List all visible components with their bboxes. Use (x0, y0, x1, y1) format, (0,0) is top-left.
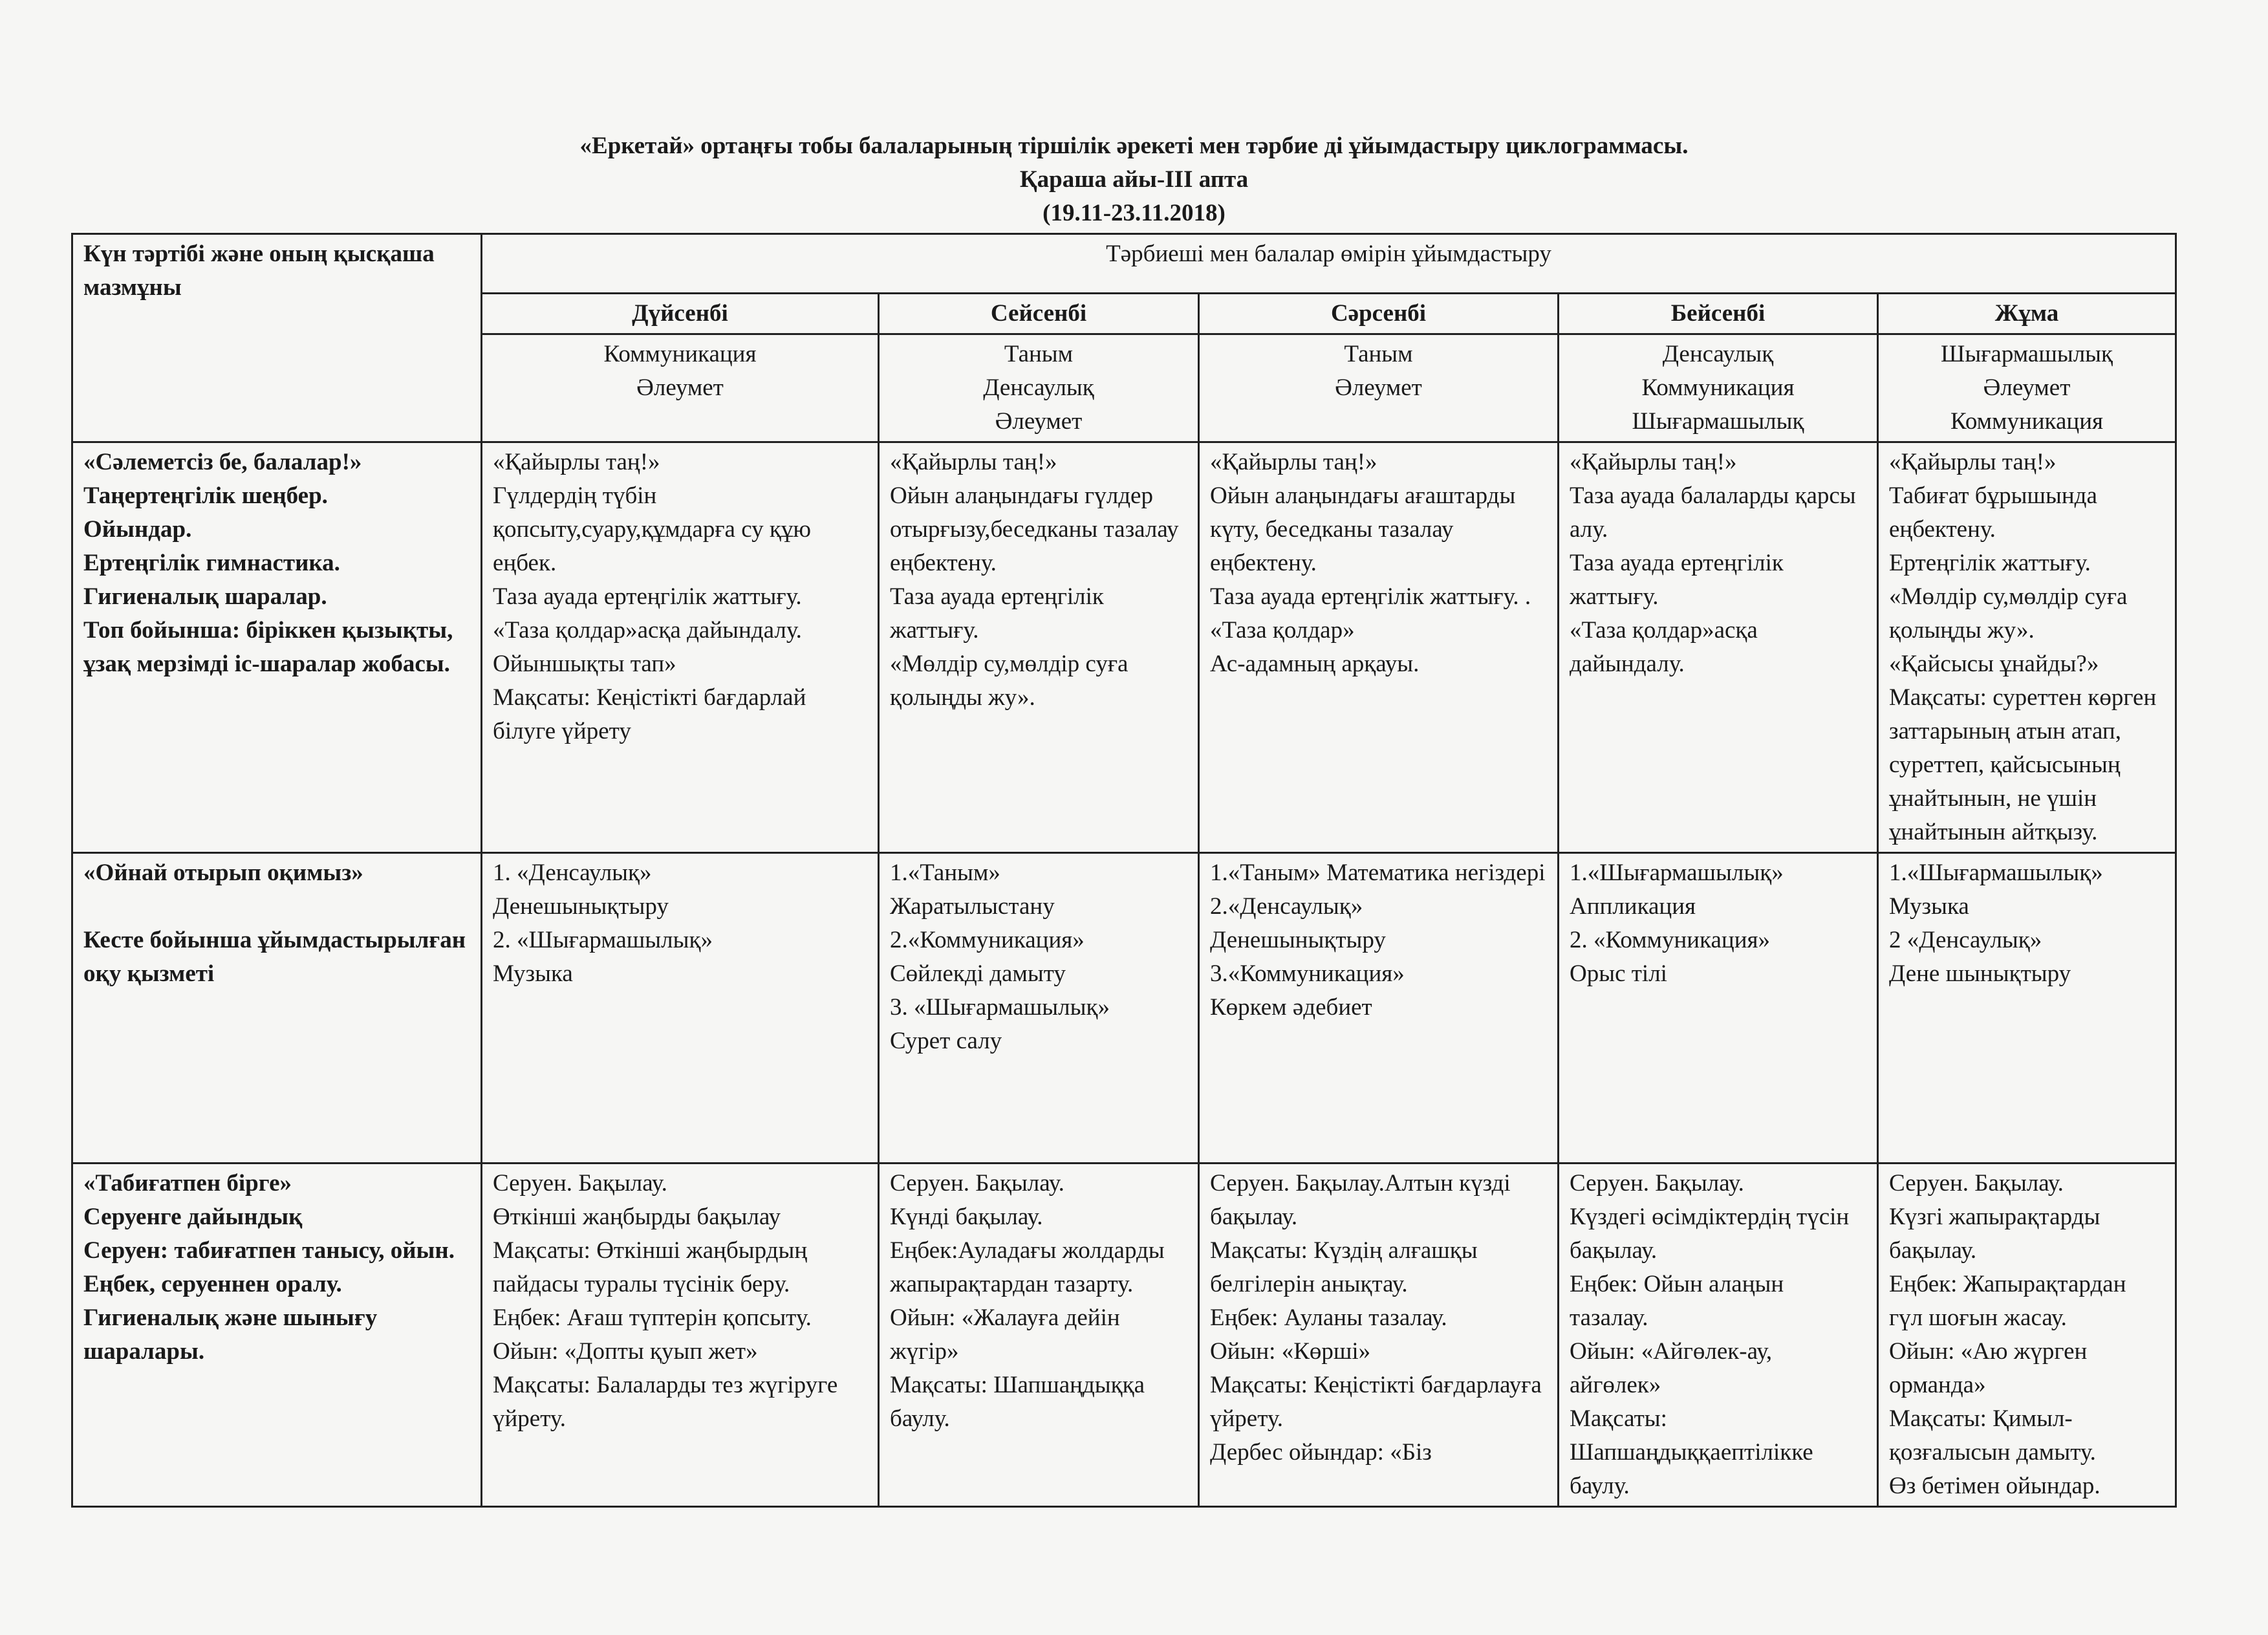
cell-walk-monday: Серуен. Бақылау. Өткінші жаңбырды бақылау Мақсаты: Өткінші жаңбырдың пайдасы туралы түсінік беру. Еңбек: Ағаш түптерін қопсыту. Ойын: «Допты қуып жет» Мақсаты: Балаларды тез жүгіруге үйрету. (482, 1164, 879, 1507)
cell-lessons-thursday: 1.«Шығармашылық» Аппликация 2. «Коммуникация» Орыс тілі (1559, 853, 1878, 1164)
cell-lessons-monday: 1. «Денсаулық» Денешынықтыру 2. «Шығармашылық» Музыка (482, 853, 879, 1164)
span-label: Тәрбиеші мен балалар өмірін ұйымдастыру (482, 234, 2176, 294)
day-wednesday: Сәрсенбі (1199, 294, 1559, 334)
cell-lessons-tuesday: 1.«Таным» Жаратылыстану 2.«Коммуникация» Сөйлекді дамыту 3. «Шығармашылық» Сурет салу (879, 853, 1199, 1164)
table-row (72, 442, 2176, 853)
areas-thursday: Денсаулық Коммуникация Шығармашылық (1559, 334, 1878, 442)
cell-morning-thursday: «Қайырлы таң!» Таза ауада балаларды қарсы алу. Таза ауада ертеңгілік жаттығу. «Таза қолдар»асқа дайындалу. (1559, 442, 1878, 853)
cell-morning-friday: «Қайырлы таң!» Табиғат бұрышында еңбектену. Ертеңгілік жаттығу. «Мөлдір су,мөлдір суға қолыңды жу». «Қайсысы ұнайды?» Мақсаты: суреттен көрген заттарының атын атап, суреттеп, қайсысының ұнайтынын, не үшін ұнайтынын айтқызу. (1878, 442, 2176, 853)
document-dates: (19.11-23.11.2018) (1042, 200, 1226, 226)
document-subtitle: Қараша айы-ІІІ апта (1019, 166, 1249, 193)
cell-morning-monday: «Қайырлы таң!» Гүлдердің түбін қопсыту,суару,құмдарға су құю еңбек. Таза ауада ертеңгілік жаттығу. «Таза қолдар»асқа дайындалу. Ойыншықты тап» Мақсаты: Кеңістікті бағдарлай білуге үйрету (482, 442, 879, 853)
table-header-row (72, 234, 2176, 294)
areas-tuesday: Таным Денсаулық Әлеумет (879, 334, 1199, 442)
cyclogram-table (71, 233, 2177, 1508)
row-label-morning: «Сәлеметсіз бе, балалар!» Таңертеңгілік шеңбер. Ойындар. Ертеңгілік гимнастика. Гигиеналық шаралар. Топ бойынша: біріккен қызықты, ұзақ мерзімді іс-шаралар жобасы. (72, 442, 482, 853)
day-monday: Дүйсенбі (482, 294, 879, 334)
cell-walk-thursday: Серуен. Бақылау. Күздегі өсімдіктердің түсін бақылау. Еңбек: Ойын алаңын тазалау. Ойын: «Айгөлек-ау, айгөлек» Мақсаты: Шапшаңдыққаептілікке баулу. (1559, 1164, 1878, 1507)
table-row (72, 1164, 2176, 1507)
areas-monday: Коммуникация Әлеумет (482, 334, 879, 442)
table-row (72, 853, 2176, 1164)
cell-walk-tuesday: Серуен. Бақылау. Күнді бақылау. Еңбек:Ауладағы жолдарды жапырақтардан тазарту. Ойын: «Жалауға дейін жүгір» Мақсаты: Шапшаңдыққа баулу. (879, 1164, 1199, 1507)
areas-friday: Шығармашылық Әлеумет Коммуникация (1878, 334, 2176, 442)
corner-label: Күн тәртібі және оның қысқаша мазмұны (72, 234, 482, 442)
day-tuesday: Сейсенбі (879, 294, 1199, 334)
document-title: «Еркетай» ортаңғы тобы балаларының тіршілік әрекеті мен тәрбие ді ұйымдастыру циклограммасы. (579, 133, 1689, 159)
document-header (0, 129, 2268, 230)
cell-lessons-wednesday: 1.«Таным» Математика негіздері 2.«Денсаулық» Денешынықтыру 3.«Коммуникация» Көркем әдебиет (1199, 853, 1559, 1164)
cell-walk-wednesday: Серуен. Бақылау.Алтын күзді бақылау. Мақсаты: Күздің алғашқы белгілерін анықтау. Еңбек: Ауланы тазалау. Ойын: «Көрші» Мақсаты: Кеңістікті бағдарлауға үйрету. Дербес ойындар: «Біз (1199, 1164, 1559, 1507)
areas-wednesday: Таным Әлеумет (1199, 334, 1559, 442)
cell-morning-tuesday: «Қайырлы таң!» Ойын алаңындағы гүлдер отырғызу,беседканы тазалау еңбектену. Таза ауада ертеңгілік жаттығу. «Мөлдір су,мөлдір суға қолыңды жу». (879, 442, 1199, 853)
row-label-lessons: «Ойнай отырып оқимыз» Кесте бойынша ұйымдастырылған оқу қызметі (72, 853, 482, 1164)
day-thursday: Бейсенбі (1559, 294, 1878, 334)
day-friday: Жұма (1878, 294, 2176, 334)
cell-lessons-friday: 1.«Шығармашылық» Музыка 2 «Денсаулық» Дене шынықтыру (1878, 853, 2176, 1164)
row-label-walk: «Табиғатпен бірге» Серуенге дайындық Серуен: табиғатпен танысу, ойын. Еңбек, серуеннен оралу. Гигиеналық және шынығу шаралары. (72, 1164, 482, 1507)
cell-morning-wednesday: «Қайырлы таң!» Ойын алаңындағы ағаштарды күту, беседканы тазалау еңбектену. Таза ауада ертеңгілік жаттығу. . «Таза қолдар» Ас-адамның арқауы. (1199, 442, 1559, 853)
cell-walk-friday: Серуен. Бақылау. Күзгі жапырақтарды бақылау. Еңбек: Жапырақтардан гүл шоғын жасау. Ойын: «Аю жүрген орманда» Мақсаты: Қимыл-қозғалысын дамыту. Өз бетімен ойындар. (1878, 1164, 2176, 1507)
